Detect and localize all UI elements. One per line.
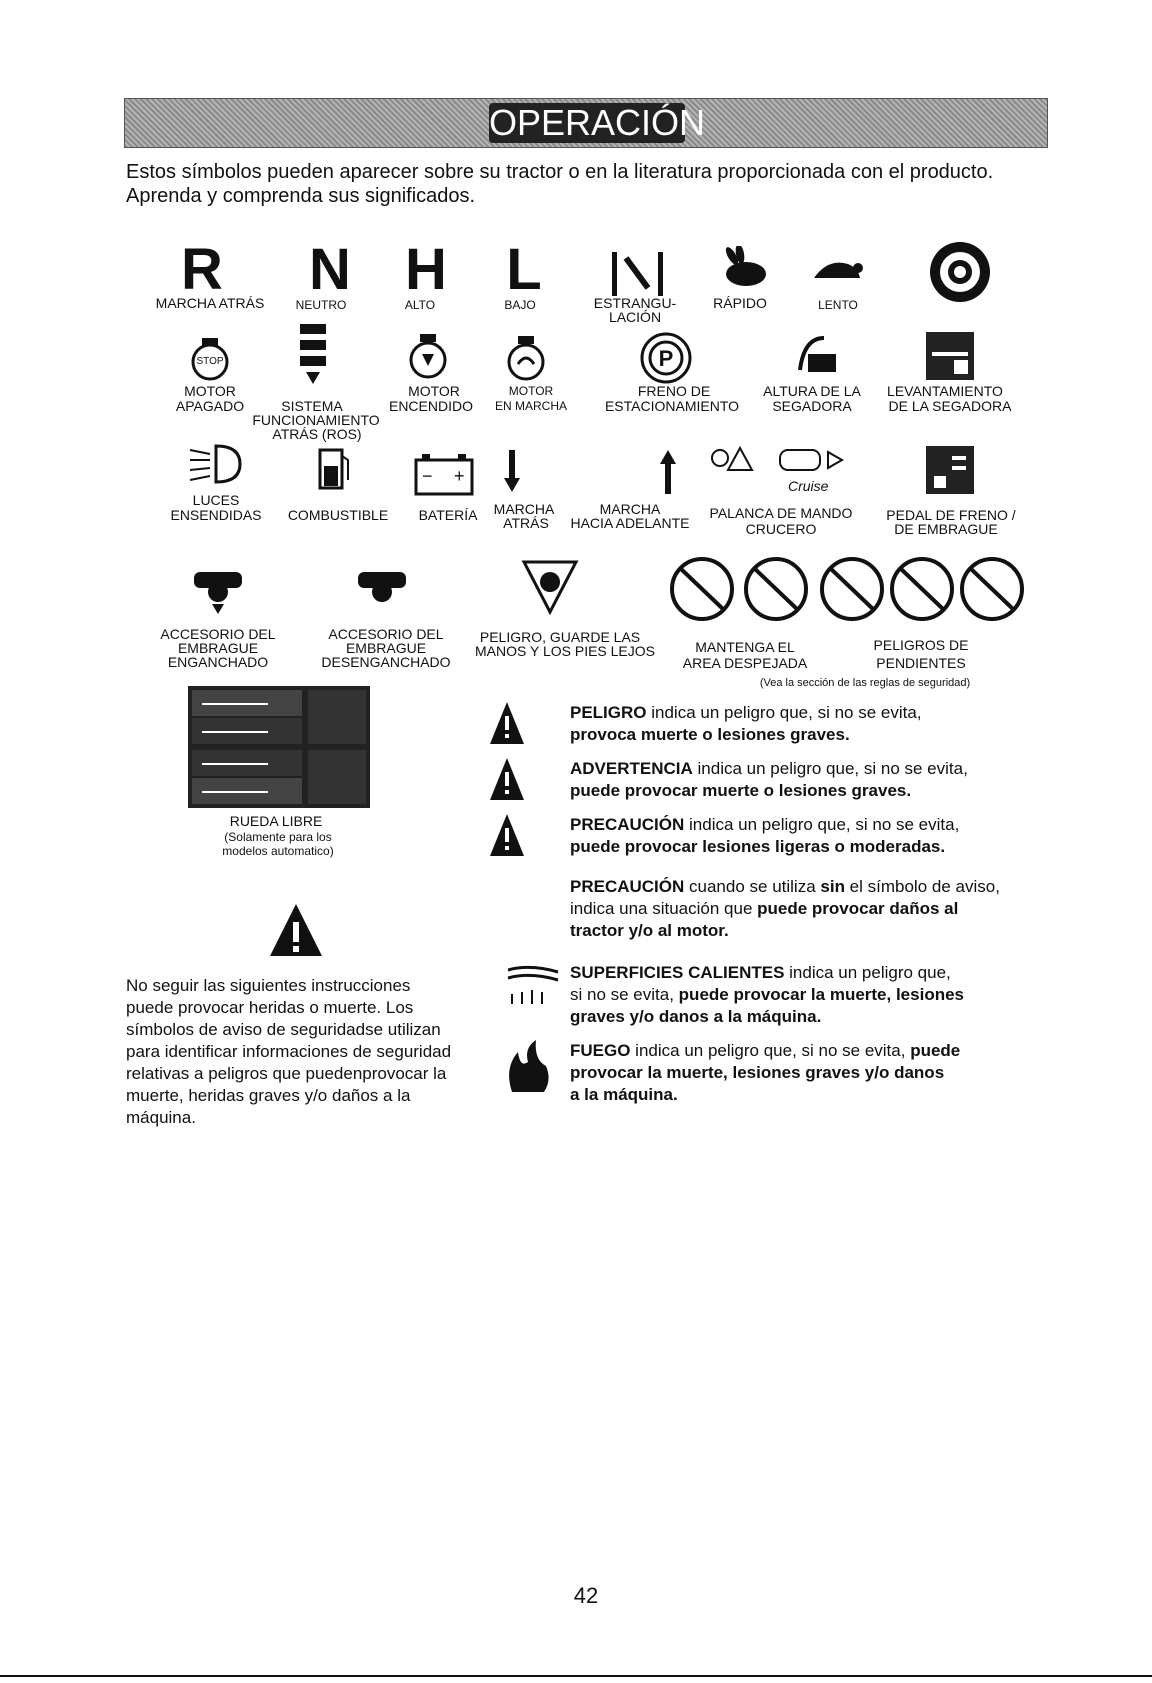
turtle-icon — [808, 254, 864, 286]
reverse-arrow-icon — [500, 448, 524, 496]
warning-alert-icon — [488, 756, 526, 802]
forward-arrow-icon — [656, 448, 680, 496]
label-fuel: COMBUSTIBLE — [287, 507, 389, 523]
bottom-rule — [0, 1675, 1152, 1677]
fire-definition: FUEGO indica un peligro que, si no se evita, puede provocar la muerte, lesiones graves y/o danos a la máquina. — [570, 1041, 961, 1104]
label-battery: BATERÍA — [418, 507, 478, 523]
hot-surface-icon — [500, 960, 566, 1008]
label-freewheel: RUEDA LIBRE — [229, 813, 323, 829]
intro-line-1: Estos símbolos pueden aparecer sobre su tractor o en la literatura proporcionada con el producto. — [126, 161, 994, 183]
brake-clutch-pedal-icon — [926, 446, 974, 494]
label-parking-2: ESTACIONAMIENTO — [604, 398, 740, 414]
label-mower-lift-1: LEVANTAMIENTO — [887, 383, 1003, 399]
label-reverse-2: ATRÁS — [503, 515, 549, 531]
label-keep-clear-2: AREA DESPEJADA — [682, 655, 808, 671]
label-engine-start-1: MOTOR — [408, 383, 460, 399]
label-mower-height-2: SEGADORA — [772, 398, 852, 414]
label-mower-lift-2: DE LA SEGADORA — [888, 398, 1012, 414]
label-pto-on-1: ACCESORIO DEL — [160, 626, 276, 642]
warning-definition: ADVERTENCIA indica un peligro que, si no se evita, puede provocar muerte o lesiones graves. — [570, 759, 968, 800]
headlights-icon — [186, 440, 246, 486]
label-ros-1: SISTEMA — [281, 398, 343, 414]
label-engine-stop-2: APAGADO — [175, 398, 245, 414]
label-neutral: NEUTRO — [295, 298, 347, 312]
label-ros-3: ATRÁS (ROS) — [272, 426, 362, 442]
low-letter: L — [506, 237, 542, 302]
label-cruise-1: PALANCA DE MANDO — [709, 505, 853, 521]
label-forward-2: HACIA ADELANTE — [570, 515, 690, 531]
hands-feet-danger-icon — [520, 556, 580, 616]
keep-area-clear-icons — [668, 556, 818, 622]
parking-brake-icon: P — [636, 330, 696, 386]
label-pto-off-2: EMBRAGUE — [345, 640, 427, 656]
pto-engaged-icon — [190, 566, 246, 616]
throttle-dial-icon — [928, 240, 992, 304]
label-fast: RÁPIDO — [713, 295, 767, 311]
mower-height-icon — [794, 330, 842, 378]
label-forward-1: MARCHA — [599, 501, 661, 517]
hot-surfaces-definition: SUPERFICIES CALIENTES indica un peligro que, si no se evita, puede provocar la muerte, lesiones graves y/o danos a la máquina. — [570, 963, 964, 1026]
label-choke-1: ESTRANGU- — [593, 295, 677, 311]
label-hands-feet-2: MANOS Y LOS PIES LEJOS — [475, 643, 655, 659]
label-choke-2: LACIÓN — [608, 309, 662, 325]
label-lights-1: LUCES — [192, 492, 240, 508]
label-engine-start-2: ENCENDIDO — [388, 398, 473, 414]
cruise-control-icon: Cruise — [708, 440, 868, 498]
label-pto-on-2: EMBRAGUE — [177, 640, 259, 656]
label-brake-1: PEDAL DE FRENO / — [886, 507, 1016, 523]
battery-icon: − + — [414, 452, 474, 496]
label-slope-2: PENDIENTES — [876, 655, 966, 671]
label-pto-on-3: ENGANCHADO — [167, 654, 269, 670]
safety-symbols-paragraph: No seguir las siguientes instrucciones puede provocar heridas o muerte. Los símbolos de aviso de seguridadse utilizan para identificar informaciones de seguridad relativas a peligros que puedenprovocar la muerte, heridas graves y/o daños a la máquina. — [126, 976, 452, 1127]
label-low: BAJO — [504, 298, 536, 312]
label-cruise-2: CRUCERO — [745, 521, 817, 537]
fire-icon — [502, 1038, 554, 1094]
label-reverse-1: MARCHA — [493, 501, 555, 517]
safety-alert-large-icon — [268, 902, 324, 958]
neutral-letter: N — [309, 237, 351, 302]
high-letter: H — [405, 237, 447, 302]
choke-icon — [608, 248, 668, 300]
slope-hazard-icons — [818, 556, 1028, 622]
label-lights-2: ENSENDIDAS — [170, 507, 262, 523]
label-brake-2: DE EMBRAGUE — [894, 521, 998, 537]
label-engine-run-2: EN MARCHA — [494, 399, 567, 413]
label-high: ALTO — [404, 298, 436, 312]
caution-no-symbol-definition: PRECAUCIÓN cuando se utiliza sin el símbolo de aviso, indica una situación que puede provocar daños al tractor y/o al motor. — [570, 877, 1000, 940]
caution-alert-icon — [488, 812, 526, 858]
fuel-icon — [316, 446, 352, 492]
label-engine-stop-1: MOTOR — [184, 383, 236, 399]
label-mower-height-1: ALTURA DE LA — [763, 383, 861, 399]
page-title: OPERACIÓN — [489, 102, 706, 143]
label-slow: LENTO — [818, 298, 858, 312]
label-pto-off-3: DESENGANCHADO — [321, 654, 451, 670]
pto-disengaged-icon — [354, 566, 410, 606]
page-number: 42 — [573, 1583, 599, 1608]
engine-run-icon — [506, 334, 546, 382]
label-engine-run-1: MOTOR — [508, 384, 554, 398]
intro-text — [126, 160, 1046, 208]
label-freewheel-note-2: modelos automatico) — [222, 844, 334, 858]
label-reverse: MARCHA ATRÁS — [155, 295, 265, 311]
label-parking-1: FRENO DE — [637, 383, 711, 399]
label-safety-rules-note: (Vea la sección de las reglas de seguridad) — [759, 677, 971, 689]
label-keep-clear-1: MANTENGA EL — [695, 639, 795, 655]
label-ros-2: FUNCIONAMIENTO — [252, 412, 380, 428]
ros-system-icon — [296, 322, 330, 388]
intro-line-2: Aprenda y comprenda sus significados. — [126, 185, 476, 207]
label-pto-off-1: ACCESORIO DEL — [328, 626, 444, 642]
rabbit-icon — [716, 246, 774, 290]
danger-alert-icon — [488, 700, 526, 746]
label-slope-1: PELIGROS DE — [873, 637, 969, 653]
mower-lift-icon — [926, 332, 974, 380]
danger-definition: PELIGRO indica un peligro que, si no se evita, provoca muerte o lesiones graves. — [570, 703, 922, 744]
caution-definition: PRECAUCIÓN indica un peligro que, si no se evita, puede provocar lesiones ligeras o moderadas. — [570, 815, 960, 856]
header-banner — [124, 98, 1048, 148]
engine-start-icon — [408, 330, 448, 382]
label-freewheel-note-1: (Solamente para los — [224, 830, 332, 844]
freewheel-icon — [188, 686, 370, 808]
reverse-letter: R — [181, 237, 223, 302]
label-hands-feet-1: PELIGRO, GUARDE LAS — [479, 629, 641, 645]
engine-stop-icon: STOP — [190, 336, 230, 382]
